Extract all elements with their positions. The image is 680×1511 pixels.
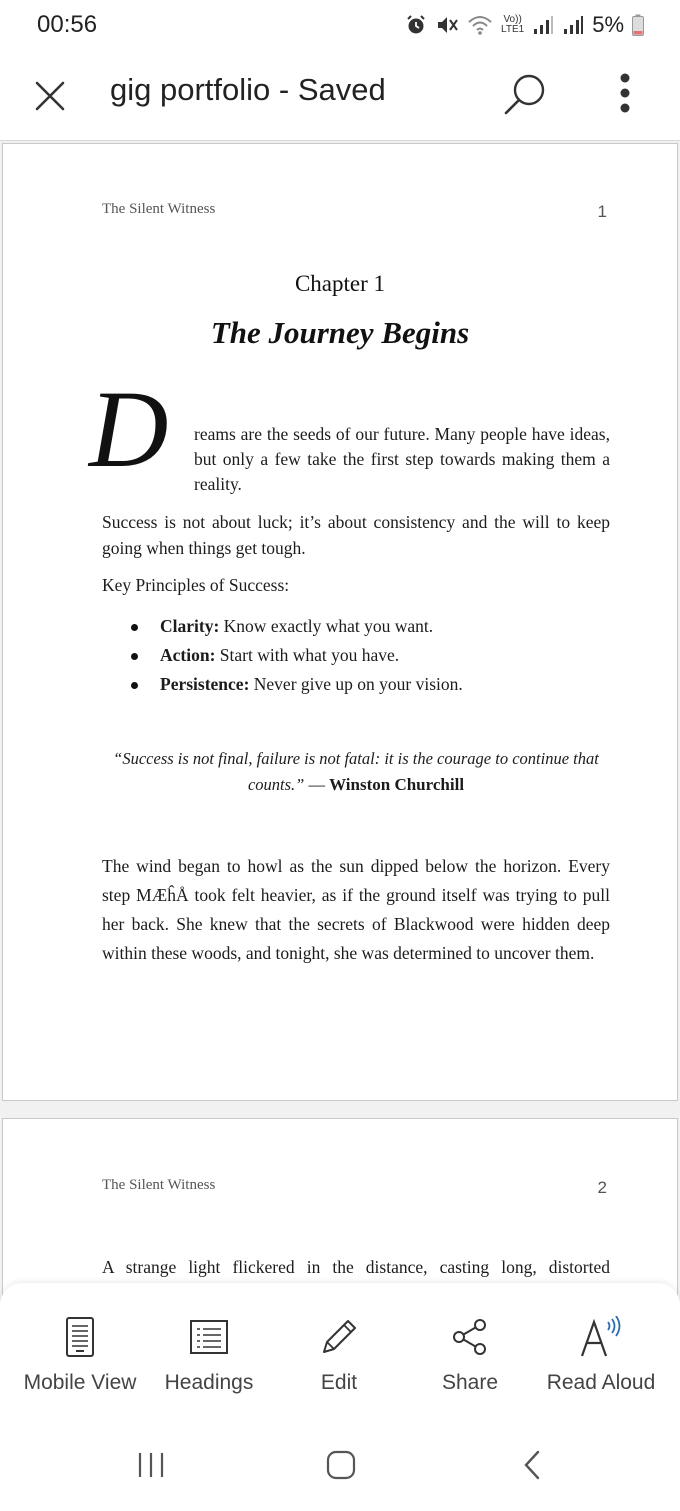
lte-label-bottom: LTE1 <box>501 24 525 35</box>
running-head: The Silent Witness <box>102 1177 216 1193</box>
quote-dash: — <box>304 775 330 794</box>
paragraph: Key Principles of Success: <box>102 575 290 595</box>
quote-text: “Success is not final, failure is not fatal: it is the courage to continue that counts.” <box>113 749 599 794</box>
list-item-text: Know exactly what you want. <box>219 616 434 636</box>
close-button[interactable] <box>28 74 72 118</box>
recent-apps-button[interactable] <box>121 1439 181 1491</box>
close-icon <box>28 74 72 118</box>
mobile-view-button[interactable] <box>14 1283 146 1413</box>
chapter-title: The Journey Begins <box>210 315 470 350</box>
headings-button[interactable] <box>150 1283 268 1413</box>
drop-cap: D <box>89 368 169 490</box>
list-item-text: Start with what you have. <box>215 645 400 665</box>
headings-icon <box>189 1319 229 1355</box>
chapter-label: Chapter 1 <box>294 271 386 296</box>
opening-paragraph: reams are the seeds of our future. Many people have ideas, but only a few take the first step towards making them a reality. <box>194 424 610 494</box>
document-page-1[interactable] <box>2 143 678 1101</box>
signal-icon <box>562 14 584 36</box>
search-icon <box>500 70 550 120</box>
toolbar-label: Mobile View <box>23 1371 137 1394</box>
story-paragraph: The wind began to howl as the sun dipped below the horizon. Every step MÆĥÅ took felt heavier, as if the ground itself was trying to pull her back. She knew that the secrets of Blackwood were hidden deep within these woods, and tonight, she was determined to uncover them. <box>102 856 610 963</box>
more-vertical-icon <box>606 70 644 120</box>
page-number: 1 <box>597 202 607 221</box>
list-item-term: Clarity: <box>160 616 220 636</box>
toolbar-label: Edit <box>320 1371 358 1394</box>
bullet-icon <box>131 653 138 660</box>
paragraph: Success is not about luck; it’s about consistency and the will to keep going when things get tough. <box>102 512 610 558</box>
toolbar-label: Read Aloud <box>546 1371 656 1394</box>
list-item <box>102 641 610 670</box>
document-title: gig portfolio - Saved <box>110 72 386 107</box>
system-nav-bar <box>0 1413 680 1511</box>
list-item <box>102 670 610 699</box>
list-item-text: Never give up on your vision. <box>249 674 463 694</box>
alarm-icon <box>405 14 427 36</box>
recent-apps-icon <box>136 1450 166 1480</box>
running-head: The Silent Witness <box>102 201 216 217</box>
battery-percent: 5% <box>592 12 624 37</box>
paragraph: A strange light flickered in the distance, casting long, distorted <box>102 1257 610 1277</box>
read-aloud-icon <box>578 1316 624 1358</box>
wifi-icon <box>467 14 493 36</box>
quote-block <box>102 746 610 798</box>
list-item <box>102 612 610 641</box>
toolbar-label: Share <box>441 1371 499 1394</box>
home-button[interactable] <box>311 1439 371 1491</box>
status-icons <box>405 10 644 40</box>
lte-icon <box>501 15 524 35</box>
share-button[interactable] <box>420 1283 520 1413</box>
app-bar <box>0 52 680 141</box>
back-icon <box>520 1449 544 1481</box>
battery-low-icon <box>632 14 644 36</box>
search-button[interactable] <box>500 70 550 120</box>
status-time: 00:56 <box>37 11 98 38</box>
back-button[interactable] <box>502 1439 562 1491</box>
read-aloud-button[interactable] <box>540 1283 662 1413</box>
quote-author: Winston Churchill <box>329 775 465 794</box>
pencil-icon <box>318 1316 360 1358</box>
list-item-term: Persistence: <box>160 674 250 694</box>
page-number: 2 <box>597 1178 607 1197</box>
share-icon <box>450 1317 490 1357</box>
status-bar <box>0 0 680 52</box>
bottom-toolbar <box>0 1283 680 1413</box>
edit-button[interactable] <box>288 1283 390 1413</box>
toolbar-label: Headings <box>164 1371 254 1394</box>
mute-icon <box>435 14 459 36</box>
bullet-icon <box>131 624 138 631</box>
signal-icon <box>532 14 554 36</box>
mobile-view-icon <box>65 1316 95 1358</box>
more-options-button[interactable] <box>606 70 644 120</box>
lte-label-top: Vo)) <box>503 14 522 25</box>
bullet-icon <box>131 682 138 689</box>
home-icon <box>325 1449 357 1481</box>
list-item-term: Action: <box>160 645 216 665</box>
principles-list <box>102 612 610 699</box>
